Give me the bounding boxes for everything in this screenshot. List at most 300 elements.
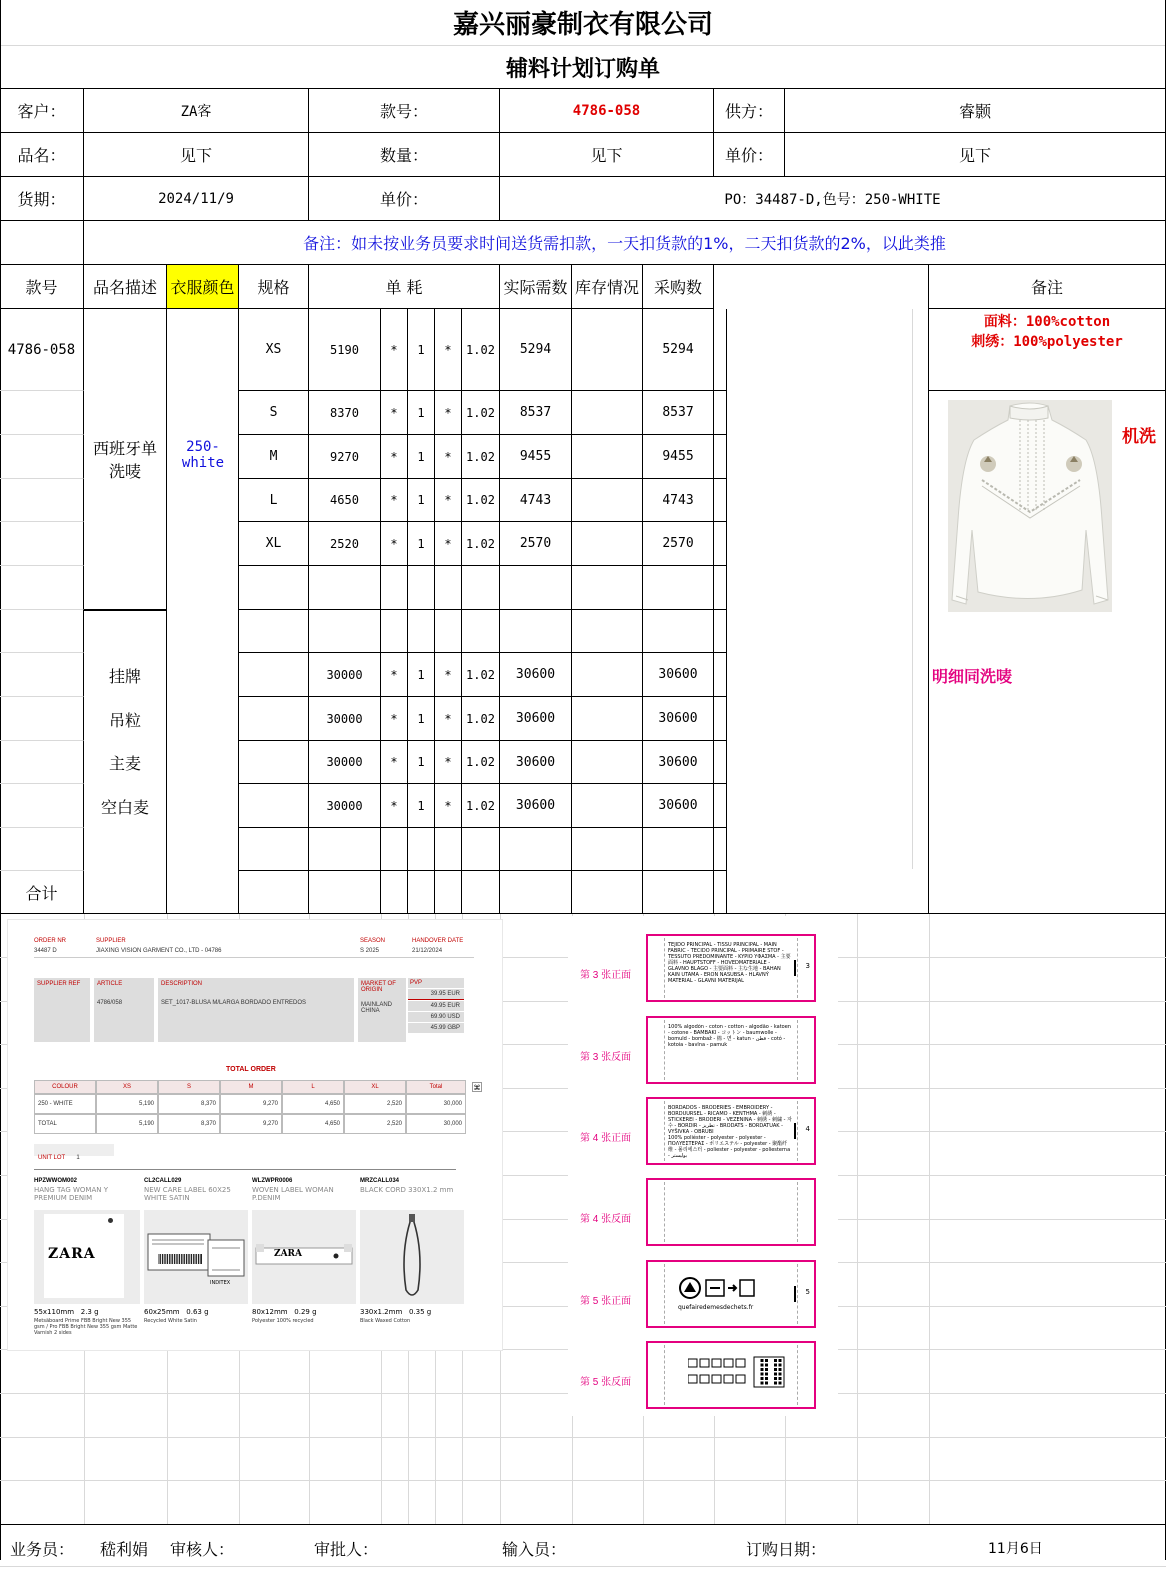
expand-icon: ⌘	[473, 1084, 481, 1092]
pvp-price: 69.90 USD	[408, 1012, 464, 1022]
x1-cell	[381, 828, 408, 871]
f-cell: 1.02	[462, 479, 500, 522]
pvp-list	[408, 989, 464, 1033]
approver-label: 审批人：	[314, 1539, 379, 1559]
trim-picture	[144, 1210, 248, 1304]
size-cell: XS	[239, 309, 309, 391]
supplier-ref-box	[34, 978, 90, 1042]
trim-name: WOVEN LABEL WOMAN P.DENIM	[252, 1186, 334, 1202]
trim-code: MRZCALL034	[360, 1178, 400, 1184]
f-cell	[462, 871, 500, 914]
gap-cell	[714, 391, 727, 435]
x1-cell: *	[381, 309, 408, 391]
remark-embroidery: 刺绣：100%polyester	[971, 334, 1123, 350]
buy-cell: 30600	[643, 697, 714, 741]
blouse-image	[948, 400, 1112, 612]
qty-cell	[309, 871, 381, 914]
buy-cell	[643, 610, 714, 653]
order-grid-cell: COLOUR	[34, 1080, 96, 1094]
gap-cell	[714, 435, 727, 479]
footer-grid	[0, 1566, 1166, 1567]
total-order-grid	[34, 1080, 466, 1134]
supplier-en: JIAXING VISION GARMENT CO., LTD - 04786	[96, 948, 222, 954]
header-size: 规格	[239, 265, 309, 309]
buy-cell: 8537	[643, 391, 714, 435]
order-grid-cell: TOTAL	[34, 1114, 96, 1134]
gap-cell	[714, 828, 727, 871]
order-grid-cell: 250 - WHITE	[34, 1094, 96, 1114]
qty-cell: 9270	[309, 435, 381, 479]
x2-cell: *	[435, 784, 462, 828]
buy-cell	[643, 871, 714, 914]
recycle-url: quefairedemesdechets.fr	[678, 1304, 754, 1311]
x1-cell	[381, 871, 408, 914]
order-grid-cell: L	[282, 1080, 344, 1094]
order-grid-row	[34, 1094, 466, 1114]
order-grid-cell: Total	[406, 1080, 466, 1094]
x2-cell	[435, 566, 462, 610]
gap-cell	[714, 697, 727, 741]
f-cell: 1.02	[462, 784, 500, 828]
size-cell	[239, 610, 309, 653]
size-cell	[239, 828, 309, 871]
description: SET_1017-BLUSA M/LARGA BORDADO ENTREDOS	[161, 1000, 307, 1006]
style-no-empty-cell	[0, 391, 84, 435]
price-label: 单价：	[309, 177, 500, 221]
reviewer-label: 审核人：	[170, 1539, 235, 1559]
inditex-text: INDITEX	[210, 1280, 231, 1286]
m-cell: 1	[408, 309, 435, 391]
trim-size: 60x25mm	[144, 1308, 180, 1316]
gap-cell	[714, 479, 727, 522]
handover-label: HANDOVER DATE	[412, 938, 464, 944]
accessory-name: 主麦	[84, 741, 167, 784]
label-number: 4	[805, 1125, 810, 1133]
stock-cell	[572, 566, 643, 610]
qty-cell	[309, 610, 381, 653]
header-style-no: 款号	[0, 265, 84, 309]
care-label-text: BORDADOS - BRODERIES - EMBROIDERY - BORDUURSEL - RICAMO - ΚΕΝΤΗΜΑ - 刺绣 - STICKEREI - BRODERI - VEZENINA - 刺绣 - 刺繍 - 자수 - BORDIR - تطريز - BRODATS - BORDATUAK - VYŠIVKA - OBRUBI 100% poliéster - polyester - polyester - ΠΟΛΥΕΣΤΕΡΑΣ - ポリエステル - polyester - 聚酯纤维 - 폴리에스터 - poliester - polyester - poliesterna - بوليستر	[668, 1105, 792, 1159]
qty-value: 见下	[500, 133, 714, 177]
trim-picture	[252, 1210, 356, 1304]
label-number: 5	[805, 1288, 810, 1296]
supplier-label: 供方：	[714, 89, 785, 133]
need-cell	[500, 566, 572, 610]
divider-bottom	[0, 1524, 1166, 1525]
trim-item	[360, 1178, 464, 1348]
article-box	[94, 978, 154, 1042]
x1-cell: *	[381, 741, 408, 784]
pvp-price: 49.95 EUR	[408, 1001, 464, 1011]
care-label-caption: 第 4 张反面	[580, 1214, 632, 1225]
desc-empty-cell	[84, 828, 167, 871]
buy-cell: 30600	[643, 653, 714, 697]
care-label-panel	[646, 1178, 816, 1246]
trim-name: HANG TAG WOMAN Y PREMIUM DENIM	[34, 1186, 108, 1202]
order-grid-cell: 9,270	[220, 1114, 282, 1134]
order-grid-cell: 5,190	[96, 1094, 158, 1114]
stock-cell	[572, 309, 643, 391]
header-purchase: 采购数	[643, 265, 714, 309]
m-cell	[408, 828, 435, 871]
remark-fabric: 面料：100%cotton	[983, 314, 1111, 330]
trim-code: HPZWWOM002	[34, 1178, 78, 1184]
x1-cell: *	[381, 391, 408, 435]
order-grid-cell: 9,270	[220, 1094, 282, 1114]
qty-cell: 2520	[309, 522, 381, 566]
care-label-caption: 第 3 张反面	[580, 1052, 632, 1063]
qty-cell	[309, 828, 381, 871]
need-cell: 5294	[500, 309, 572, 391]
x1-cell: *	[381, 435, 408, 479]
x2-cell: *	[435, 697, 462, 741]
trim-weight: 0.63 g	[186, 1308, 209, 1316]
stock-cell	[572, 479, 643, 522]
need-cell	[500, 828, 572, 871]
x1-cell: *	[381, 522, 408, 566]
need-cell	[500, 871, 572, 914]
unit-price-value: 见下	[785, 133, 1166, 177]
woven-zara-logo: ZARA	[274, 1249, 303, 1259]
care-label-sample-icon	[144, 1210, 248, 1304]
hole-icon	[108, 1218, 113, 1223]
pvp-box	[408, 978, 464, 1042]
input-clerk-label: 输入员：	[502, 1539, 567, 1559]
salesman-label: 业务员：	[10, 1539, 75, 1559]
trim-material: Recycled White Satin	[144, 1318, 197, 1324]
trim-code: CL2CALL029	[144, 1178, 182, 1184]
accessory-name: 吊粒	[84, 697, 167, 741]
order-grid-row	[34, 1080, 466, 1094]
remark-detail: 明细同洗唛	[932, 667, 1013, 686]
unit-price-label: 单价：	[714, 133, 785, 177]
cord-icon	[360, 1210, 464, 1304]
m-cell	[408, 566, 435, 610]
form-title: 辅料计划订购单	[0, 46, 1166, 89]
style-value: 4786-058	[500, 89, 714, 133]
stock-cell	[572, 741, 643, 784]
season: S 2025	[360, 948, 380, 954]
x1-cell: *	[381, 479, 408, 522]
trim-size: 80x12mm	[252, 1308, 288, 1316]
header-consumption: 单 耗	[309, 265, 500, 309]
stock-cell	[572, 871, 643, 914]
order-grid-cell: 30,000	[406, 1094, 466, 1114]
gap-cell	[714, 522, 727, 566]
gap-cell	[714, 610, 727, 653]
size-cell	[239, 871, 309, 914]
m-cell: 1	[408, 391, 435, 435]
gap-cell	[714, 741, 727, 784]
style-no-empty-cell	[0, 697, 84, 741]
buy-cell: 5294	[643, 309, 714, 391]
color-value: 250- white	[181, 439, 225, 471]
trim-size: 55x110mm	[34, 1308, 75, 1316]
total-label: 合计	[0, 871, 84, 914]
gap-cell	[714, 784, 727, 828]
m-cell: 1	[408, 653, 435, 697]
order-grid-cell: 2,520	[344, 1094, 406, 1114]
market-box	[358, 978, 406, 1042]
order-date: 11月6日	[988, 1541, 1043, 1557]
care-symbols-icon	[688, 1355, 788, 1399]
buy-cell: 4743	[643, 479, 714, 522]
order-grid-cell: M	[220, 1080, 282, 1094]
stock-cell	[572, 435, 643, 479]
buy-cell	[643, 566, 714, 610]
x2-cell: *	[435, 741, 462, 784]
desc-empty-cell	[84, 871, 167, 914]
rule2	[34, 1169, 456, 1170]
style-no-empty-cell	[0, 610, 84, 653]
order-grid-cell: 4,650	[282, 1114, 344, 1134]
trim-weight: 0.35 g	[408, 1308, 432, 1316]
po-value: PO：34487-D,色号：250-WHITE	[500, 177, 1166, 221]
style-no-empty-cell	[0, 566, 84, 610]
care-label-text: TEJIDO PRINCIPAL - TISSU PRINCIPAL - MAIN FABRIC - TECIDO PRINCIPAL - PRIMAIRE STOF - TESSUTO PREDOMINANTE - KYPIO YΦAΣMA - 主要面料 - HAUPTSTOFF - HOVEDMATERIALE - GLAVNO BLAGO - 主要面料 - 主な生地 - BAHAN KAIN UTAMA - ERON NASUBSA - HLAVNÝ MATERIAL - GLAVNI MATERIJAL	[668, 942, 791, 984]
x1-cell: *	[381, 697, 408, 741]
order-grid-cell: 8,370	[158, 1094, 220, 1114]
blank-region	[727, 309, 929, 913]
market: MAINLAND CHINA	[361, 1002, 393, 1014]
supplier-value: 睿颢	[785, 89, 1166, 133]
f-cell: 1.02	[462, 435, 500, 479]
header-stock: 库存情况	[572, 265, 643, 309]
accessory-name: 挂牌	[84, 653, 167, 697]
qty-cell: 30000	[309, 741, 381, 784]
label-mark	[794, 1286, 796, 1302]
qty-cell: 5190	[309, 309, 381, 391]
x2-cell: *	[435, 522, 462, 566]
size-cell	[239, 566, 309, 610]
trim-material: Metsäboard Prime FBB Bright New 355 gsm / Pro FBB Bright New 355 gsm Matte Varnish 2 sides	[34, 1318, 138, 1336]
woven-label-icon	[252, 1210, 356, 1304]
m-cell: 1	[408, 435, 435, 479]
trim-weight: 2.3 g	[80, 1308, 99, 1316]
style-no-empty-cell	[0, 522, 84, 566]
color-merged-cell	[167, 309, 239, 914]
care-label-caption: 第 5 张反面	[580, 1377, 632, 1388]
m-cell	[408, 871, 435, 914]
grid-line	[912, 309, 913, 869]
order-grid-row	[34, 1114, 466, 1134]
x2-cell: *	[435, 391, 462, 435]
size-cell: L	[239, 479, 309, 522]
order-grid-cell: S	[158, 1080, 220, 1094]
need-cell: 9455	[500, 435, 572, 479]
market-label: MARKET OF ORIGIN	[361, 981, 396, 993]
qty-cell: 4650	[309, 479, 381, 522]
style-label: 款号：	[309, 89, 500, 133]
label-mark	[794, 960, 796, 976]
order-grid-cell: 30,000	[406, 1114, 466, 1134]
gap-cell	[714, 309, 727, 391]
stock-cell	[572, 828, 643, 871]
desc-empty-cell	[84, 610, 167, 653]
style-no-empty-cell	[0, 784, 84, 828]
order-grid-cell: 5,190	[96, 1114, 158, 1134]
customer-value: ZA客	[84, 89, 309, 133]
name-label: 品名：	[0, 133, 84, 177]
need-cell: 30600	[500, 697, 572, 741]
buy-cell	[643, 828, 714, 871]
m-cell: 1	[408, 697, 435, 741]
x2-cell	[435, 610, 462, 653]
description-label: DESCRIPTION	[161, 981, 203, 987]
style-no-empty-cell	[0, 741, 84, 784]
stock-cell	[572, 784, 643, 828]
need-cell	[500, 610, 572, 653]
name-value: 见下	[84, 133, 309, 177]
style-no-cell: 4786-058	[0, 309, 84, 391]
order-grid-cell: XS	[96, 1080, 158, 1094]
x2-cell	[435, 828, 462, 871]
qty-cell: 30000	[309, 697, 381, 741]
f-cell: 1.02	[462, 522, 500, 566]
header-remark: 备注	[929, 265, 1166, 309]
pvp-price: 39.95 EUR	[408, 989, 464, 1000]
remark-wash: 机洗	[1122, 427, 1156, 447]
label-number: 3	[805, 962, 810, 970]
order-grid-cell: 8,370	[158, 1114, 220, 1134]
f-cell: 1.02	[462, 697, 500, 741]
stock-cell	[572, 610, 643, 653]
size-cell	[239, 784, 309, 828]
m-cell: 1	[408, 784, 435, 828]
care-label-panel	[646, 1016, 816, 1084]
style-no-empty-cell	[0, 479, 84, 522]
divider-top	[0, 913, 1166, 914]
need-cell: 8537	[500, 391, 572, 435]
grid-line	[0, 1437, 1166, 1438]
order-date-label: 订购日期：	[746, 1539, 827, 1559]
size-cell: XL	[239, 522, 309, 566]
article-label: ARTICLE	[97, 981, 123, 987]
description-box	[158, 978, 354, 1042]
m-cell: 1	[408, 522, 435, 566]
x1-cell	[381, 566, 408, 610]
trim-size: 330x1.2mm	[360, 1308, 403, 1316]
total-order-title: TOTAL ORDER	[226, 1066, 276, 1073]
qty-cell: 8370	[309, 391, 381, 435]
style-no-empty-cell	[0, 435, 84, 479]
company-title: 嘉兴丽豪制衣有限公司	[0, 0, 1166, 46]
trim-weight: 0.29 g	[294, 1308, 317, 1316]
gap-cell	[714, 566, 727, 610]
x2-cell: *	[435, 435, 462, 479]
season-label: SEASON	[360, 938, 386, 944]
f-cell: 1.02	[462, 653, 500, 697]
unit-lot-label: UNIT LOT	[38, 1155, 66, 1161]
remark-material	[929, 309, 1165, 391]
trim-item	[144, 1178, 248, 1348]
x1-cell: *	[381, 653, 408, 697]
order-grid-cell: 4,650	[282, 1094, 344, 1114]
header-blank	[714, 265, 929, 309]
size-cell: M	[239, 435, 309, 479]
stock-cell	[572, 697, 643, 741]
article: 4786/058	[97, 1000, 123, 1006]
trim-item	[252, 1178, 356, 1348]
size-cell	[239, 653, 309, 697]
care-label-panel	[646, 1097, 816, 1165]
supplier-label-en: SUPPLIER	[96, 938, 126, 944]
order-sheet-image	[8, 920, 502, 1350]
garment-photo	[948, 400, 1112, 612]
buy-cell: 9455	[643, 435, 714, 479]
trim-item	[34, 1178, 140, 1348]
note-spacer	[0, 221, 84, 265]
stock-cell	[572, 653, 643, 697]
recycle-icons	[678, 1274, 758, 1304]
need-cell: 30600	[500, 784, 572, 828]
need-cell: 30600	[500, 653, 572, 697]
care-label-caption: 第 3 张正面	[580, 970, 632, 981]
care-label-text: 100% algodón - coton - cotton - algodão - katoen - cotone - ΒΑΜΒΑΚΙ - コットン - baumwolle - bomuld - bombaž - 棉 - 면 - katun - قطن - cotó - kotoia - bavlna - pamuk	[668, 1024, 791, 1048]
trim-name: BLACK CORD 330X1.2 mm	[360, 1186, 454, 1194]
size-cell	[239, 741, 309, 784]
f-cell: 1.02	[462, 741, 500, 784]
x2-cell: *	[435, 309, 462, 391]
order-nr: 34487 D	[34, 948, 57, 954]
buy-cell: 30600	[643, 741, 714, 784]
care-label-panel	[646, 1260, 816, 1328]
care-label-panel	[646, 934, 816, 1002]
stock-cell	[572, 522, 643, 566]
delivery-note: 备注：如未按业务员要求时间送货需扣款，一天扣货款的1%，二天扣货款的2%，以此类推	[84, 221, 1166, 265]
m-cell	[408, 610, 435, 653]
customer-label: 客户：	[0, 89, 84, 133]
m-cell: 1	[408, 479, 435, 522]
x2-cell	[435, 871, 462, 914]
f-cell	[462, 610, 500, 653]
unit-lot: 1	[76, 1155, 80, 1161]
f-cell: 1.02	[462, 391, 500, 435]
gap-cell	[714, 871, 727, 914]
salesman: 嵇利娟	[100, 1539, 149, 1559]
header-color: 衣服颜色	[167, 265, 239, 309]
date-label: 货期：	[0, 177, 84, 221]
grid-line	[0, 1480, 1166, 1481]
trim-material: Polyester 100% recycled	[252, 1318, 314, 1324]
trim-material: Black Waxed Cotton	[360, 1318, 411, 1324]
pvp-label: PVP	[408, 978, 464, 988]
desc-merged-cell: 西班牙单洗唛	[84, 309, 167, 610]
size-cell: S	[239, 391, 309, 435]
x1-cell	[381, 610, 408, 653]
x1-cell: *	[381, 784, 408, 828]
header-actual-need: 实际需数	[500, 265, 572, 309]
qty-cell	[309, 566, 381, 610]
qty-cell: 30000	[309, 653, 381, 697]
f-cell: 1.02	[462, 309, 500, 391]
qty-cell: 30000	[309, 784, 381, 828]
style-no-empty-cell	[0, 653, 84, 697]
buy-cell: 2570	[643, 522, 714, 566]
label-mark	[794, 1123, 796, 1139]
need-cell: 4743	[500, 479, 572, 522]
handover: 21/12/2024	[412, 948, 443, 954]
unit-lot-box	[34, 1144, 114, 1161]
trim-picture	[360, 1210, 464, 1304]
x2-cell: *	[435, 479, 462, 522]
size-cell	[239, 697, 309, 741]
m-cell: 1	[408, 741, 435, 784]
date-value: 2024/11/9	[84, 177, 309, 221]
care-label-caption: 第 5 张正面	[580, 1296, 632, 1307]
stock-cell	[572, 391, 643, 435]
order-grid-cell: 2,520	[344, 1114, 406, 1134]
